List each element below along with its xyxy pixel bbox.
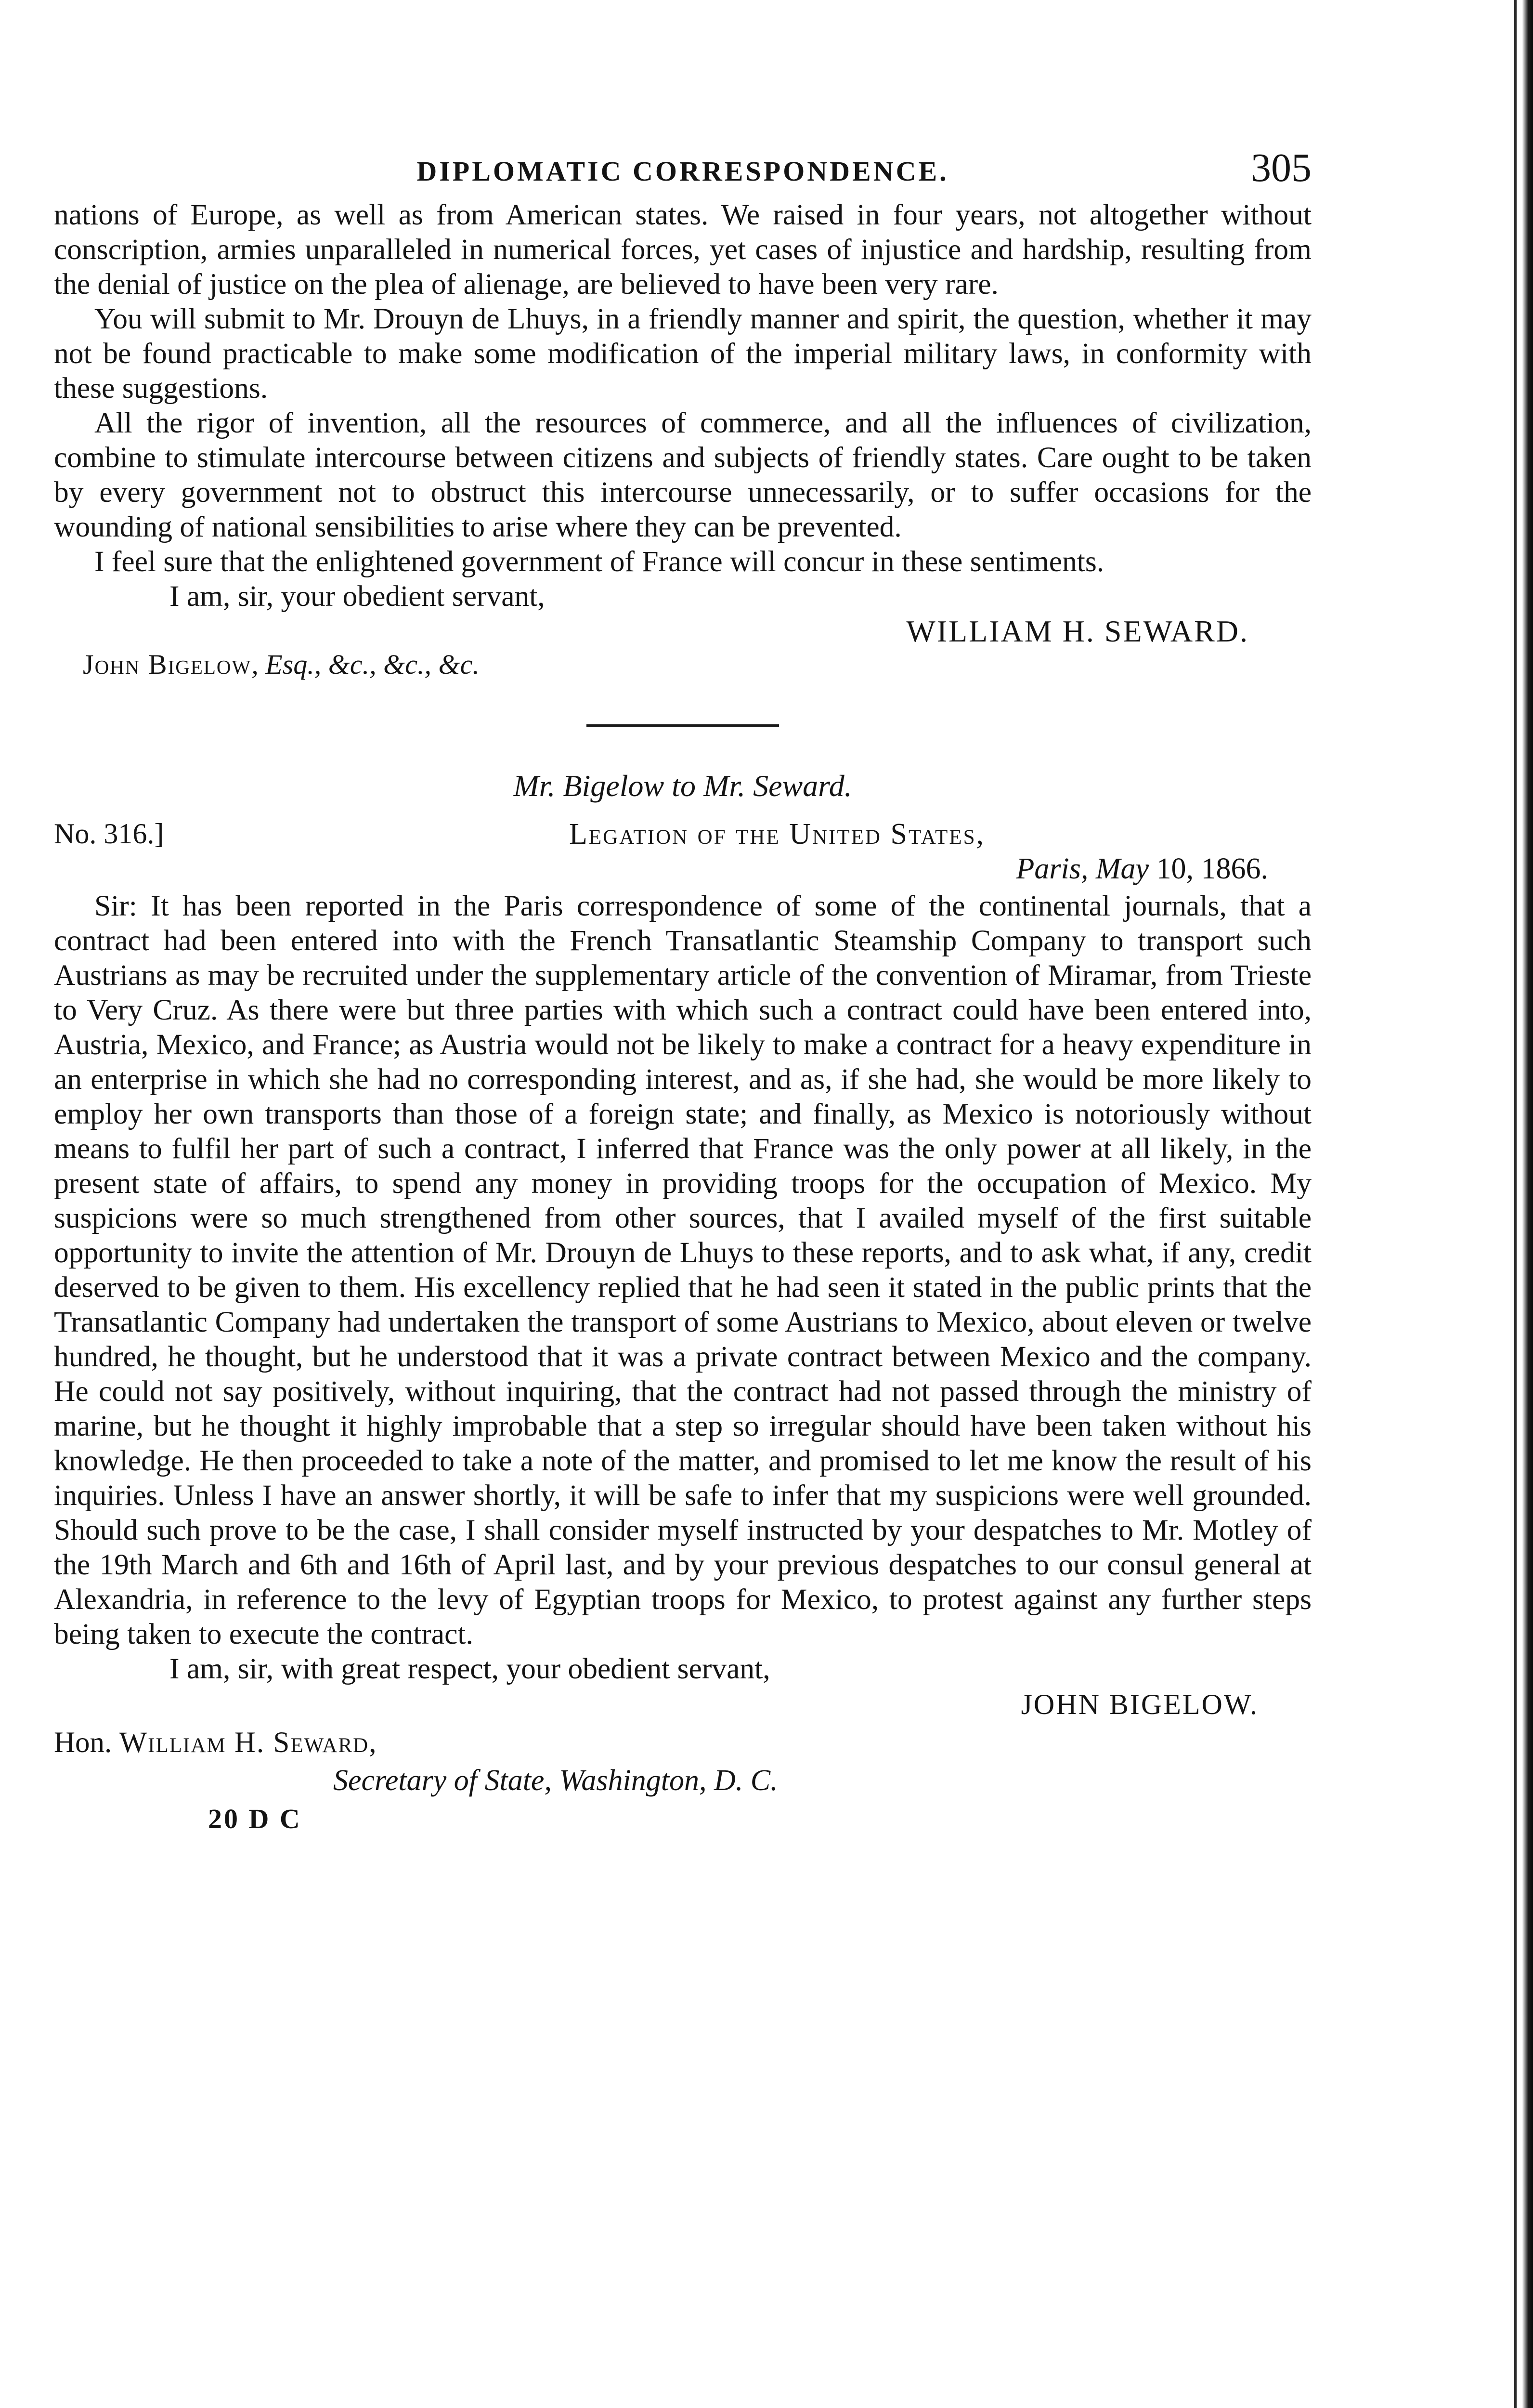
letter-closing: I am, sir, your obedient servant, (169, 580, 545, 613)
signature-block (54, 614, 1312, 686)
legation-line: Legation of the United States, (569, 818, 985, 851)
scan-binding-line (1514, 0, 1517, 2408)
addressee-suffix: , Esq., &c., &c., &c. (251, 649, 480, 680)
page-number: 305 (1251, 145, 1312, 190)
dateline (1016, 852, 1268, 886)
paragraph: You will submit to Mr. Drouyn de Lhuys, in a friendly manner and spirit, the question, whether it may not be found practicable to make some modification of the imperial military laws, in conformity with these suggestions. (54, 302, 1312, 405)
paragraph: I feel sure that the enlightened government of France will concur in these sentiments. (94, 545, 1104, 578)
scan-page-edge (1522, 0, 1533, 2408)
section-divider (586, 724, 779, 727)
addressee (54, 1726, 1312, 1760)
letter-body: Sir: It has been reported in the Paris correspondence of some of the continental journals, that a contract had been entered into with the French Transatlantic Steamship Company to transport such Austrians as may be recruited under the supplementary article of the convention of Miramar, from Trieste to Very Cruz. As there were but three parties with which such a contract could have been entered into, Austria, Mexico, and France; as Austria would not be likely to make a contract for a heavy expenditure in an enterprise in which she had no corresponding interest, and as, if she had, she would be more likely to employ her own transports than those of a foreign state; and finally, as Mexico is notoriously without means to fulfil her part of such a contract, I inferred that France was the only power at all likely, in the present state of affairs, to spend any money in providing troops for the occupation of Mexico. My suspicions were so much strengthened from other sources, that I availed myself of the first suitable opportunity to invite the attention of Mr. Drouyn de Lhuys to these reports, and to ask what, if any, credit deserved to be given to them. His excellency replied that he had seen it stated in the public prints that the Transatlantic Company had undertaken the transport of some Austrians to Mexico, about eleven or twelve hundred, he thought, but he understood that it was a private contract between Mexico and the company. He could not say positively, without inquiring, that the contract had not passed through the ministry of marine, but he thought it highly improbable that a step so irregular should have been taken without his knowledge. He then proceeded to take a note of the matter, and promised to let me know the result of his inquiries. Unless I have an answer shortly, it will be safe to infer that my suspicions were well grounded. Should such prove to be the case, I shall consider myself instructed by your despatches to Mr. Motley of the 19th March and 6th and 16th of April last, and by your previous despatches to our consul general at Alexandria, in reference to the levy of Egyptian troops for Mexico, to protest against any further steps being taken to execute the contract. (54, 890, 1312, 1650)
addressee-title: Secretary of State, Washington, D. C. (333, 1764, 778, 1797)
dateline-row (54, 852, 1312, 889)
letter-heading: Mr. Bigelow to Mr. Seward. (513, 769, 852, 803)
paragraph-continued: nations of Europe, as well as from American states. We raised in four years, not altogether without conscription, armies unparalleled in numerical forces, yet cases of injustice and hardship, resulting from the denial of justice on the plea of alienage, are believed to have been very rare. (54, 198, 1312, 301)
signature-mark: 20 D C (208, 1803, 302, 1834)
addressee (83, 648, 480, 681)
signature: JOHN BIGELOW. (1021, 1688, 1259, 1720)
despatch-number: No. 316.] (54, 818, 164, 850)
addressee-prefix: Hon. (54, 1727, 112, 1759)
addressee-name: William H. Seward, (119, 1727, 377, 1759)
letter-seward-to-bigelow (54, 197, 1312, 686)
dateline-date: 10, 1866. (1156, 852, 1268, 885)
letter-header-row (54, 817, 1312, 852)
running-head (54, 144, 1312, 197)
signature: WILLIAM H. SEWARD. (906, 614, 1249, 648)
letter-bigelow-to-seward (54, 768, 1312, 1835)
dateline-place: Paris, May (1016, 852, 1149, 885)
paragraph: All the rigor of invention, all the resources of commerce, and all the influences of civilization, combine to stimulate intercourse between citizens and subjects of friendly states. Care ought to be taken by every government not to obstruct this intercourse unnecessarily, or to suffer occasions for the wounding of national sensibilities to arise where they can be prevented. (54, 406, 1312, 543)
running-title: DIPLOMATIC CORRESPONDENCE. (416, 156, 949, 187)
letter-closing: I am, sir, with great respect, your obedient servant, (169, 1652, 770, 1685)
document-page (54, 144, 1312, 1835)
addressee-name: John Bigelow (83, 649, 252, 680)
signature-block (54, 1686, 1312, 1726)
